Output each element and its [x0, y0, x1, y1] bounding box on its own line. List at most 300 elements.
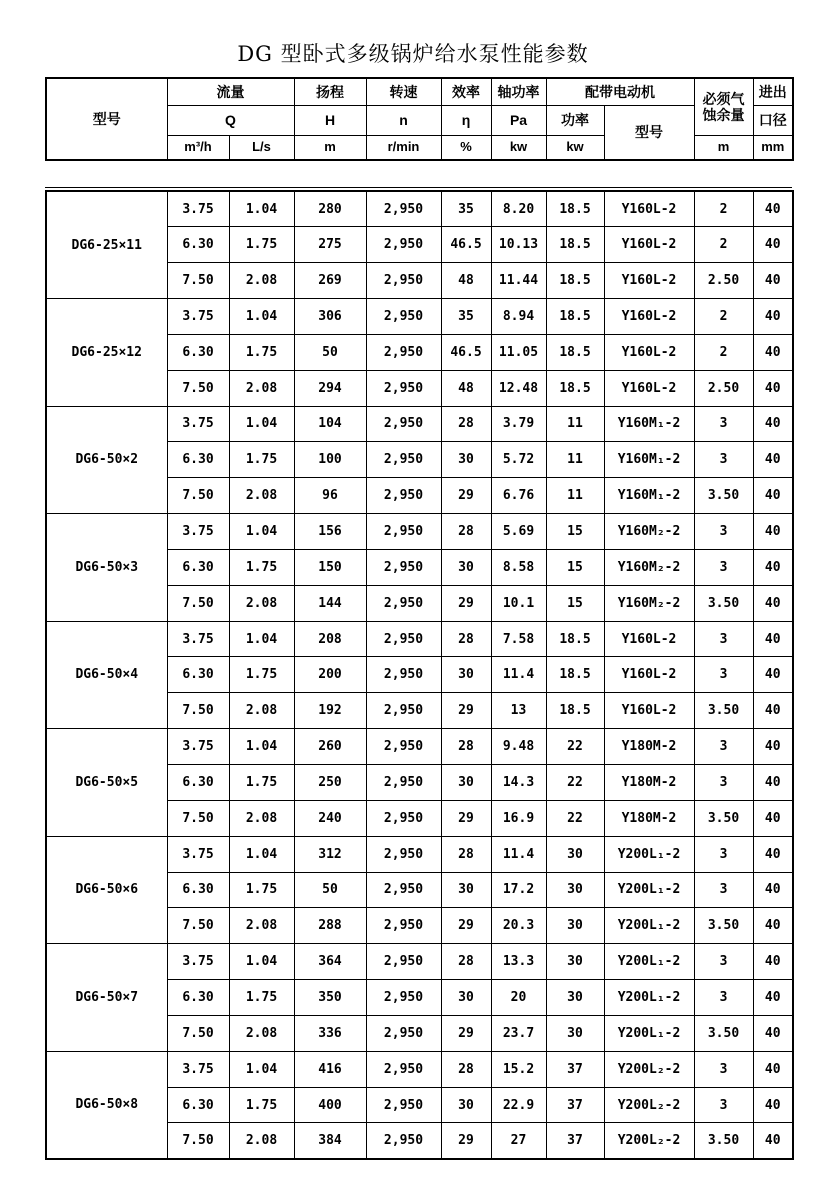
pump-table-body [46, 191, 793, 1159]
data-cell: 1.04 [229, 514, 294, 550]
data-cell: 30 [546, 1015, 604, 1051]
data-cell: 2.08 [229, 263, 294, 299]
data-cell: 3.50 [694, 1123, 753, 1159]
data-cell: 1.75 [229, 442, 294, 478]
data-cell: 48 [441, 263, 491, 299]
data-cell: 312 [294, 836, 366, 872]
data-cell: 3 [694, 836, 753, 872]
data-cell: 2,950 [366, 406, 441, 442]
data-cell: 192 [294, 693, 366, 729]
data-cell: 7.50 [167, 370, 229, 406]
data-cell: 40 [753, 729, 793, 765]
data-cell: 2,950 [366, 657, 441, 693]
data-cell: 2,950 [366, 263, 441, 299]
data-cell: 28 [441, 836, 491, 872]
data-cell: Y200L₁-2 [604, 872, 694, 908]
data-cell: 3.50 [694, 478, 753, 514]
pump-model-cell: DG6-50×8 [46, 1051, 167, 1159]
data-cell: Y180M-2 [604, 765, 694, 801]
data-cell: 3 [694, 549, 753, 585]
data-cell: 30 [546, 944, 604, 980]
data-cell: 7.50 [167, 908, 229, 944]
table-row [46, 729, 793, 765]
data-cell: 1.75 [229, 765, 294, 801]
data-cell: 2,950 [366, 944, 441, 980]
data-cell: 30 [546, 980, 604, 1016]
pump-model-cell: DG6-50×7 [46, 944, 167, 1052]
pump-model-cell: DG6-50×6 [46, 836, 167, 944]
data-cell: 364 [294, 944, 366, 980]
data-cell: 18.5 [546, 334, 604, 370]
page-title: DG 型卧式多级锅炉给水泵性能参数 [237, 42, 589, 66]
header-shaft-power-symbol: Pa [491, 105, 546, 135]
data-cell: 2.08 [229, 908, 294, 944]
pump-model-cell: DG6-50×5 [46, 729, 167, 837]
data-cell: Y200L₁-2 [604, 1015, 694, 1051]
data-cell: 16.9 [491, 800, 546, 836]
data-cell: 40 [753, 1087, 793, 1123]
data-cell: 2,950 [366, 765, 441, 801]
header-shaft-power: 轴功率 [491, 78, 546, 105]
data-cell: 2,950 [366, 370, 441, 406]
data-cell: 18.5 [546, 263, 604, 299]
data-cell: 35 [441, 191, 491, 227]
data-cell: 2 [694, 227, 753, 263]
data-cell: 2,950 [366, 693, 441, 729]
data-cell: 40 [753, 514, 793, 550]
data-cell: 11 [546, 406, 604, 442]
data-cell: 6.30 [167, 657, 229, 693]
table-row [46, 299, 793, 335]
data-cell: 28 [441, 1051, 491, 1087]
data-cell: 30 [441, 549, 491, 585]
data-cell: 1.75 [229, 980, 294, 1016]
data-cell: 40 [753, 908, 793, 944]
header-head-symbol: H [294, 105, 366, 135]
header-motor-group: 配带电动机 [546, 78, 694, 105]
data-cell: 2,950 [366, 227, 441, 263]
data-cell: 3 [694, 657, 753, 693]
data-cell: Y160L-2 [604, 263, 694, 299]
data-cell: 1.75 [229, 657, 294, 693]
data-cell: 2.08 [229, 1123, 294, 1159]
data-cell: 2.08 [229, 1015, 294, 1051]
data-cell: 40 [753, 406, 793, 442]
data-cell: 2.50 [694, 370, 753, 406]
data-cell: 28 [441, 944, 491, 980]
data-cell: 2,950 [366, 334, 441, 370]
header-speed: 转速 [366, 78, 441, 105]
pump-model-cell: DG6-25×11 [46, 191, 167, 299]
header-efficiency-unit: % [441, 135, 491, 160]
data-cell: 40 [753, 334, 793, 370]
data-cell: 3.75 [167, 621, 229, 657]
data-cell: 9.48 [491, 729, 546, 765]
data-cell: 28 [441, 514, 491, 550]
data-cell: 250 [294, 765, 366, 801]
data-cell: Y160M₂-2 [604, 514, 694, 550]
data-cell: 2,950 [366, 299, 441, 335]
data-cell: 11.4 [491, 657, 546, 693]
data-cell: 2,950 [366, 549, 441, 585]
data-cell: 1.04 [229, 1051, 294, 1087]
data-cell: 3 [694, 1051, 753, 1087]
data-cell: 3.75 [167, 191, 229, 227]
data-cell: 20.3 [491, 908, 546, 944]
data-cell: 11.4 [491, 836, 546, 872]
data-cell: 40 [753, 800, 793, 836]
data-cell: 40 [753, 1123, 793, 1159]
data-cell: 208 [294, 621, 366, 657]
data-cell: 96 [294, 478, 366, 514]
table-row [46, 836, 793, 872]
data-cell: 2.08 [229, 478, 294, 514]
data-cell: 1.75 [229, 549, 294, 585]
data-cell: 22 [546, 765, 604, 801]
data-cell: 20 [491, 980, 546, 1016]
pump-data-table [45, 190, 794, 1160]
data-cell: Y160L-2 [604, 227, 694, 263]
data-cell: Y180M-2 [604, 800, 694, 836]
table-row [46, 406, 793, 442]
data-cell: 6.30 [167, 549, 229, 585]
data-cell: 6.30 [167, 334, 229, 370]
data-cell: 18.5 [546, 299, 604, 335]
data-cell: Y160L-2 [604, 191, 694, 227]
header-motor-power-unit: kw [546, 135, 604, 160]
data-cell: 40 [753, 1015, 793, 1051]
data-cell: 2.50 [694, 263, 753, 299]
data-cell: 7.50 [167, 800, 229, 836]
data-cell: 3 [694, 406, 753, 442]
data-cell: 1.04 [229, 836, 294, 872]
data-cell: 40 [753, 693, 793, 729]
data-cell: 40 [753, 478, 793, 514]
data-cell: 11.05 [491, 334, 546, 370]
data-cell: 288 [294, 908, 366, 944]
data-cell: 1.04 [229, 621, 294, 657]
header-shaft-power-unit: kw [491, 135, 546, 160]
data-cell: 50 [294, 872, 366, 908]
data-cell: 1.75 [229, 227, 294, 263]
data-cell: 7.50 [167, 478, 229, 514]
data-cell: 3 [694, 1087, 753, 1123]
data-cell: 7.58 [491, 621, 546, 657]
data-cell: 28 [441, 406, 491, 442]
header-motor-power: 功率 [546, 105, 604, 135]
data-cell: 40 [753, 657, 793, 693]
data-cell: 18.5 [546, 693, 604, 729]
data-cell: 30 [546, 908, 604, 944]
data-cell: 10.13 [491, 227, 546, 263]
data-cell: 40 [753, 585, 793, 621]
data-cell: 40 [753, 263, 793, 299]
data-cell: 40 [753, 549, 793, 585]
data-cell: 2,950 [366, 1087, 441, 1123]
header-model: 型号 [46, 78, 167, 160]
header-motor-model: 型号 [604, 105, 694, 160]
data-cell: Y160M₂-2 [604, 549, 694, 585]
data-cell: 104 [294, 406, 366, 442]
data-cell: 280 [294, 191, 366, 227]
data-cell: 12.48 [491, 370, 546, 406]
data-cell: 11 [546, 442, 604, 478]
table-row [46, 621, 793, 657]
pump-model-cell: DG6-50×4 [46, 621, 167, 729]
data-cell: 2,950 [366, 478, 441, 514]
data-cell: 3 [694, 980, 753, 1016]
data-cell: 30 [441, 980, 491, 1016]
data-cell: 17.2 [491, 872, 546, 908]
table-row [46, 191, 793, 227]
data-cell: 40 [753, 836, 793, 872]
data-cell: 15 [546, 585, 604, 621]
data-cell: 37 [546, 1051, 604, 1087]
data-cell: 2,950 [366, 836, 441, 872]
header-head-unit: m [294, 135, 366, 160]
data-cell: Y160M₁-2 [604, 406, 694, 442]
data-cell: 7.50 [167, 1123, 229, 1159]
data-cell: 350 [294, 980, 366, 1016]
data-cell: 2,950 [366, 980, 441, 1016]
data-cell: 3.75 [167, 944, 229, 980]
data-cell: 1.75 [229, 1087, 294, 1123]
data-cell: 3.50 [694, 585, 753, 621]
data-cell: Y200L₁-2 [604, 836, 694, 872]
data-cell: 1.04 [229, 191, 294, 227]
data-cell: 18.5 [546, 191, 604, 227]
data-cell: 46.5 [441, 227, 491, 263]
data-cell: 3 [694, 944, 753, 980]
data-cell: 40 [753, 299, 793, 335]
header-flow-unit-m3h: m³/h [167, 135, 229, 160]
data-cell: 14.3 [491, 765, 546, 801]
data-cell: 260 [294, 729, 366, 765]
pump-model-cell: DG6-25×12 [46, 299, 167, 407]
data-cell: 6.30 [167, 442, 229, 478]
header-speed-unit: r/min [366, 135, 441, 160]
data-cell: 11.44 [491, 263, 546, 299]
header-table [45, 77, 794, 161]
data-cell: 22 [546, 729, 604, 765]
header-flow-symbol: Q [167, 105, 294, 135]
data-cell: Y160M₁-2 [604, 478, 694, 514]
data-cell: 40 [753, 765, 793, 801]
data-cell: 15 [546, 514, 604, 550]
data-cell: 3.75 [167, 406, 229, 442]
data-cell: 29 [441, 1015, 491, 1051]
header-npsh [694, 78, 753, 135]
data-cell: Y200L₁-2 [604, 980, 694, 1016]
header-npsh-line1: 必须气 [702, 90, 745, 107]
header-flow: 流量 [167, 78, 294, 105]
data-cell: 18.5 [546, 370, 604, 406]
data-cell: Y160L-2 [604, 370, 694, 406]
header-port-unit: mm [753, 135, 793, 160]
data-cell: 30 [441, 1087, 491, 1123]
data-cell: 3 [694, 621, 753, 657]
data-cell: 5.69 [491, 514, 546, 550]
data-cell: 30 [441, 442, 491, 478]
data-cell: 5.72 [491, 442, 546, 478]
data-cell: 6.30 [167, 980, 229, 1016]
data-cell: 50 [294, 334, 366, 370]
data-cell: 29 [441, 478, 491, 514]
data-cell: 2,950 [366, 800, 441, 836]
data-cell: Y160M₂-2 [604, 585, 694, 621]
data-cell: 3 [694, 729, 753, 765]
data-cell: 30 [546, 872, 604, 908]
data-cell: 29 [441, 800, 491, 836]
data-cell: 400 [294, 1087, 366, 1123]
data-cell: 40 [753, 872, 793, 908]
pump-model-cell: DG6-50×3 [46, 514, 167, 622]
data-cell: 144 [294, 585, 366, 621]
document-page [0, 38, 826, 1203]
data-cell: 3 [694, 765, 753, 801]
data-cell: 3.79 [491, 406, 546, 442]
data-cell: 3.50 [694, 1015, 753, 1051]
data-cell: 27 [491, 1123, 546, 1159]
table-row [46, 1051, 793, 1087]
table-row [46, 944, 793, 980]
data-cell: Y160L-2 [604, 657, 694, 693]
data-cell: 294 [294, 370, 366, 406]
data-cell: 306 [294, 299, 366, 335]
data-cell: Y160L-2 [604, 693, 694, 729]
data-cell: 30 [441, 657, 491, 693]
data-cell: 28 [441, 729, 491, 765]
data-cell: 22.9 [491, 1087, 546, 1123]
data-cell: 3.75 [167, 836, 229, 872]
data-cell: 15.2 [491, 1051, 546, 1087]
data-cell: 2 [694, 191, 753, 227]
data-cell: 2.08 [229, 370, 294, 406]
data-cell: 336 [294, 1015, 366, 1051]
data-cell: 30 [441, 765, 491, 801]
header-efficiency: 效率 [441, 78, 491, 105]
data-cell: 3.50 [694, 693, 753, 729]
data-cell: 2.08 [229, 800, 294, 836]
header-head: 扬程 [294, 78, 366, 105]
data-cell: 2,950 [366, 514, 441, 550]
data-cell: Y200L₁-2 [604, 908, 694, 944]
data-cell: 1.75 [229, 334, 294, 370]
data-cell: 30 [546, 836, 604, 872]
data-cell: 28 [441, 621, 491, 657]
data-cell: 2.08 [229, 693, 294, 729]
data-cell: 2,950 [366, 621, 441, 657]
data-cell: 8.94 [491, 299, 546, 335]
data-cell: Y200L₂-2 [604, 1087, 694, 1123]
data-cell: 2,950 [366, 1123, 441, 1159]
data-cell: 13 [491, 693, 546, 729]
data-cell: Y200L₂-2 [604, 1051, 694, 1087]
data-cell: 269 [294, 263, 366, 299]
data-cell: 11 [546, 478, 604, 514]
data-cell: 2 [694, 334, 753, 370]
data-cell: 2,950 [366, 191, 441, 227]
data-cell: 3.75 [167, 299, 229, 335]
data-cell: 6.30 [167, 1087, 229, 1123]
data-cell: 2,950 [366, 908, 441, 944]
data-cell: 1.75 [229, 872, 294, 908]
data-cell: 40 [753, 191, 793, 227]
data-cell: 2,950 [366, 442, 441, 478]
data-cell: 2,950 [366, 585, 441, 621]
data-cell: 100 [294, 442, 366, 478]
data-cell: 40 [753, 944, 793, 980]
data-cell: 18.5 [546, 621, 604, 657]
data-cell: 3.75 [167, 729, 229, 765]
data-cell: 40 [753, 621, 793, 657]
data-cell: 7.50 [167, 263, 229, 299]
data-cell: 8.20 [491, 191, 546, 227]
data-cell: 22 [546, 800, 604, 836]
data-cell: 37 [546, 1123, 604, 1159]
data-cell: 8.58 [491, 549, 546, 585]
data-cell: 7.50 [167, 1015, 229, 1051]
data-cell: 1.04 [229, 729, 294, 765]
header-flow-unit-ls: L/s [229, 135, 294, 160]
data-cell: 40 [753, 227, 793, 263]
data-cell: 3 [694, 872, 753, 908]
data-cell: 29 [441, 908, 491, 944]
data-cell: 6.30 [167, 765, 229, 801]
data-cell: 13.3 [491, 944, 546, 980]
data-cell: 1.04 [229, 406, 294, 442]
data-cell: 15 [546, 549, 604, 585]
pump-model-cell: DG6-50×2 [46, 406, 167, 514]
data-cell: 29 [441, 693, 491, 729]
data-cell: 7.50 [167, 585, 229, 621]
data-cell: 40 [753, 442, 793, 478]
data-cell: 30 [441, 872, 491, 908]
data-cell: 156 [294, 514, 366, 550]
data-cell: 29 [441, 585, 491, 621]
data-cell: 3.75 [167, 1051, 229, 1087]
data-cell: 2,950 [366, 1015, 441, 1051]
data-cell: 240 [294, 800, 366, 836]
data-cell: 384 [294, 1123, 366, 1159]
data-cell: 2,950 [366, 1051, 441, 1087]
data-cell: 3 [694, 442, 753, 478]
data-cell: 1.04 [229, 299, 294, 335]
data-cell: 48 [441, 370, 491, 406]
data-cell: Y160L-2 [604, 299, 694, 335]
table-row [46, 514, 793, 550]
data-cell: 2.08 [229, 585, 294, 621]
header-efficiency-symbol: η [441, 105, 491, 135]
data-cell: Y180M-2 [604, 729, 694, 765]
data-cell: 6.30 [167, 227, 229, 263]
data-cell: 2,950 [366, 872, 441, 908]
data-cell: Y160M₁-2 [604, 442, 694, 478]
data-cell: 3.50 [694, 800, 753, 836]
data-cell: 150 [294, 549, 366, 585]
data-cell: 416 [294, 1051, 366, 1087]
data-cell: 6.30 [167, 872, 229, 908]
data-cell: 18.5 [546, 657, 604, 693]
data-cell: 2,950 [366, 729, 441, 765]
header-npsh-line2: 蚀余量 [702, 106, 745, 123]
header-port-line2: 口径 [753, 105, 793, 135]
data-cell: 40 [753, 370, 793, 406]
data-cell: 6.76 [491, 478, 546, 514]
data-cell: 29 [441, 1123, 491, 1159]
data-cell: Y160L-2 [604, 621, 694, 657]
data-cell: 7.50 [167, 693, 229, 729]
